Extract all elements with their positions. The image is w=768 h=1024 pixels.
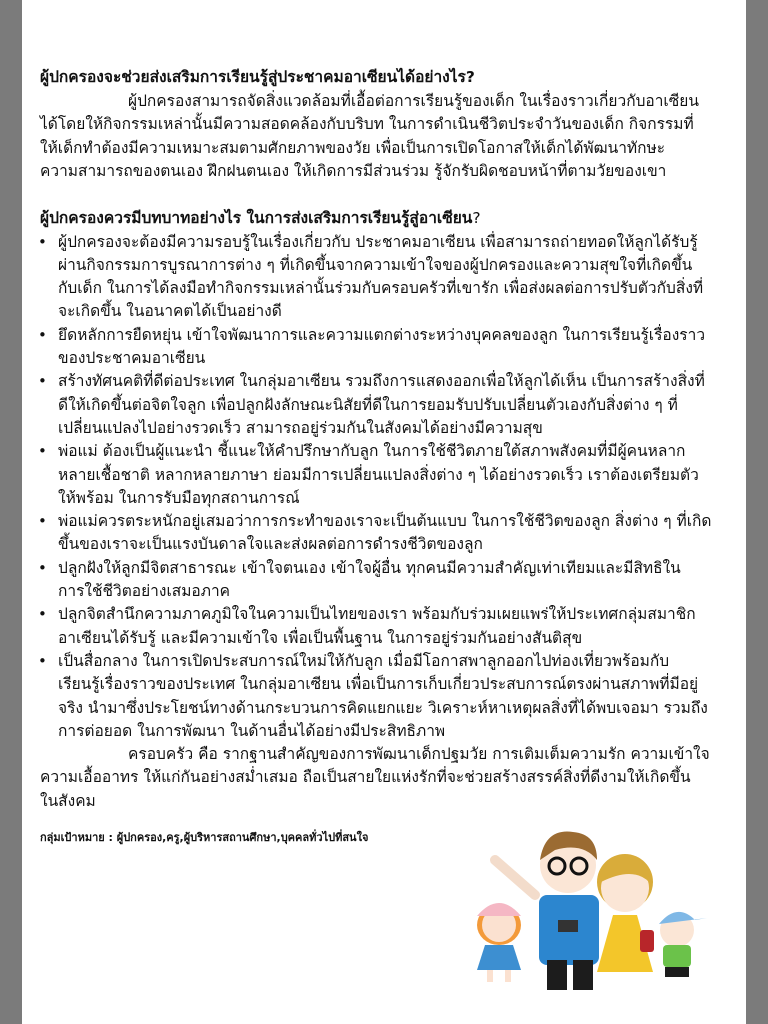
section1-paragraph-line: ให้เด็กทำต้องมีความเหมาะสมตามศักยภาพของวัย เพื่อเป็นการเปิดโอกาสให้เด็กได้พัฒนาทักษะ (40, 138, 666, 157)
bullet-marker: • (38, 651, 47, 670)
bullet-item-line: ยึดหลักการยืดหยุ่น เข้าใจพัฒนาการและความแตกต่างระหว่างบุคคลของลูก ในการเรียนรู้เรื่องราว (58, 325, 706, 344)
bullet-item-line: การต่อยอด ในการพัฒนา ในด้านอื่นได้อย่างมีประสิทธิภาพ (58, 721, 446, 740)
section2-heading-text: ผู้ปกครองควรมีบทบาทอย่างไร ในการส่งเสริมการเรียนรู้สู่อาเซียน (40, 209, 473, 227)
girl-figure (477, 903, 521, 982)
bullet-marker: • (38, 442, 47, 461)
section2-heading (40, 207, 481, 229)
bullet-item-line: การใช้ชีวิตอย่างเสมอภาค (58, 582, 231, 600)
closing-paragraph-line: ความเอื้ออาทร ให้แก่กันอย่างสม่ำเสมอ ถือเป็นสายใยแห่งรักที่จะช่วยสร้างสรรค์สิ่งที่ดีงามให้เกิดขึ้น (40, 768, 691, 787)
bullet-marker: • (38, 372, 47, 391)
mother-figure (597, 854, 654, 972)
bullet-item-line: ให้พร้อม ในการรับมือทุกสถานการณ์ (58, 488, 300, 507)
bullet-item-line: พ่อแม่ ต้องเป็นผู้แนะนำ ชี้แนะให้คำปรึกษากับลูก ในการใช้ชีวิตภายใต้สภาพสังคมที่มีผู้คนหลาก (58, 442, 686, 461)
bullet-item-line: ขึ้นของเราจะเป็นแรงบันดาลใจและส่งผลต่อการดำรงชีวิตของลูก (58, 535, 483, 554)
family-illustration (455, 820, 715, 990)
bullet-marker: • (38, 325, 47, 344)
bullet-item-line: เปลี่ยนแปลงไปอย่างรวดเร็ว สามารถอยู่ร่วมกันในสังคมได้อย่างมีความสุข (58, 418, 543, 437)
bullet-item-line: อาเซียนได้รับรู้ และมีความเข้าใจ เพื่อเป็นพื้นฐาน ในการอยู่ร่วมกันอย่างสันติสุข (58, 628, 583, 647)
bullet-item-line: เรียนรู้เรื่องราวของประเทศ ในกลุ่มอาเซียน เพื่อเป็นการเก็บเกี่ยวประสบการณ์ตรงผ่านสภาพที่มีอยู่ (58, 675, 699, 694)
bullet-marker: • (38, 512, 47, 531)
bullet-item-line: ของประชาคมอาเซียน (58, 349, 206, 367)
section1-heading: ผู้ปกครองจะช่วยส่งเสริมการเรียนรู้สู่ประชาคมอาเซียนได้อย่างไร? (40, 68, 475, 86)
document-page (22, 0, 746, 1024)
bullet-marker: • (38, 558, 47, 577)
bullet-marker: • (38, 605, 47, 624)
bullet-item-line: ผ่านกิจกรรมการบูรณาการต่าง ๆ ที่เกิดขึ้นจากความเข้าใจของผู้ปกครองและความสุขใจที่เกิดขึ้น (58, 255, 693, 274)
target-group: กลุ่มเป้าหมาย : ผู้ปกครอง,ครู,ผู้บริหารสถานศึกษา,บุคคลทั่วไปที่สนใจ (40, 831, 369, 844)
bullet-item-line: จริง นำมาซึ่งประโยชน์ทางด้านกระบวนการคิดแยกแยะ วิเคราะห์หาเหตุผลสิ่งที่ได้พบเจอมา รวมถึง (58, 698, 708, 717)
bullet-item-line: จะเกิดขึ้น ในอนาคตได้เป็นอย่างดี (58, 302, 282, 321)
bullet-item-line: ดีให้เกิดขึ้นต่อจิตใจลูก เพื่อปลูกฝังลักษณะนิสัยที่ดีในการยอมรับปรับเปลี่ยนตัวเองกับสิ่งต่าง ๆ ที่ (58, 395, 678, 414)
section1-paragraph-line: ความสามารถของตนเอง ฝึกฝนตนเอง ให้เกิดการมีส่วนร่วม รู้จักรับผิดชอบหน้าที่ตามวัยของเขา (40, 161, 667, 180)
bullet-item-line: เป็นสื่อกลาง ในการเปิดประสบการณ์ใหม่ให้กับลูก เมื่อมีโอกาสพาลูกออกไปท่องเที่ยวพร้อมกับ (58, 651, 670, 670)
closing-paragraph-line: ในสังคม (40, 791, 96, 810)
bullet-item-line: ปลูกจิตสำนึกความภาคภูมิใจในความเป็นไทยของเรา พร้อมกับร่วมเผยแพร่ให้ประเทศกลุ่มสมาชิก (58, 605, 696, 624)
bullet-item-line: ปลูกฝังให้ลูกมีจิตสาธารณะ เข้าใจตนเอง เข้าใจผู้อื่น ทุกคนมีความสำคัญเท่าเทียมและมีสิทธิใน (58, 558, 681, 577)
bullet-item-line: พ่อแม่ควรตระหนักอยู่เสมอว่าการกระทำของเราจะเป็นต้นแบบ ในการใช้ชีวิตของลูก สิ่งต่าง ๆ ที่เกิด (58, 512, 712, 531)
boy-figure (659, 912, 707, 977)
bullet-marker: • (38, 232, 47, 251)
section2-heading-tail: ? (472, 209, 481, 227)
bullet-item-line: หลายเชื้อชาติ หลากหลายภาษา ย่อมมีการเปลี่ยนแปลงสิ่งต่าง ๆ ได้อย่างรวดเร็ว เราต้องเตรียมตัว (58, 465, 699, 484)
section1-paragraph-line: ได้โดยให้กิจกรรมเหล่านั้นมีความสอดคล้องกับบริบท ในการดำเนินชีวิตประจำวันของเด็ก กิจกรรมที่ (40, 115, 694, 134)
bullet-item-line: กับเด็ก ในการได้ลงมือทำกิจกรรมเหล่านั้นร่วมกับครอบครัวที่เขารัก เพื่อส่งผลต่อการปรับตัวกับสิ่งที่ (58, 279, 704, 298)
bullet-item-line: ผู้ปกครองจะต้องมีความรอบรู้ในเรื่องเกี่ยวกับ ประชาคมอาเซียน เพื่อสามารถถ่ายทอดให้ลูกได้รับรู้ (58, 232, 698, 251)
closing-paragraph-line: ครอบครัว คือ รากฐานสำคัญของการพัฒนาเด็กปฐมวัย การเติมเต็มความรัก ความเข้าใจ (128, 745, 710, 764)
section1-paragraph-line: ผู้ปกครองสามารถจัดสิ่งแวดล้อมที่เอื้อต่อการเรียนรู้ของเด็ก ในเรื่องราวเกี่ยวกับอาเซียน (128, 92, 699, 110)
bullet-item-line: สร้างทัศนคติที่ดีต่อประเทศ ในกลุ่มอาเซียน รวมถึงการแสดงออกเพื่อให้ลูกได้เห็น เป็นการสร้างสิ่งที่ (58, 372, 705, 391)
